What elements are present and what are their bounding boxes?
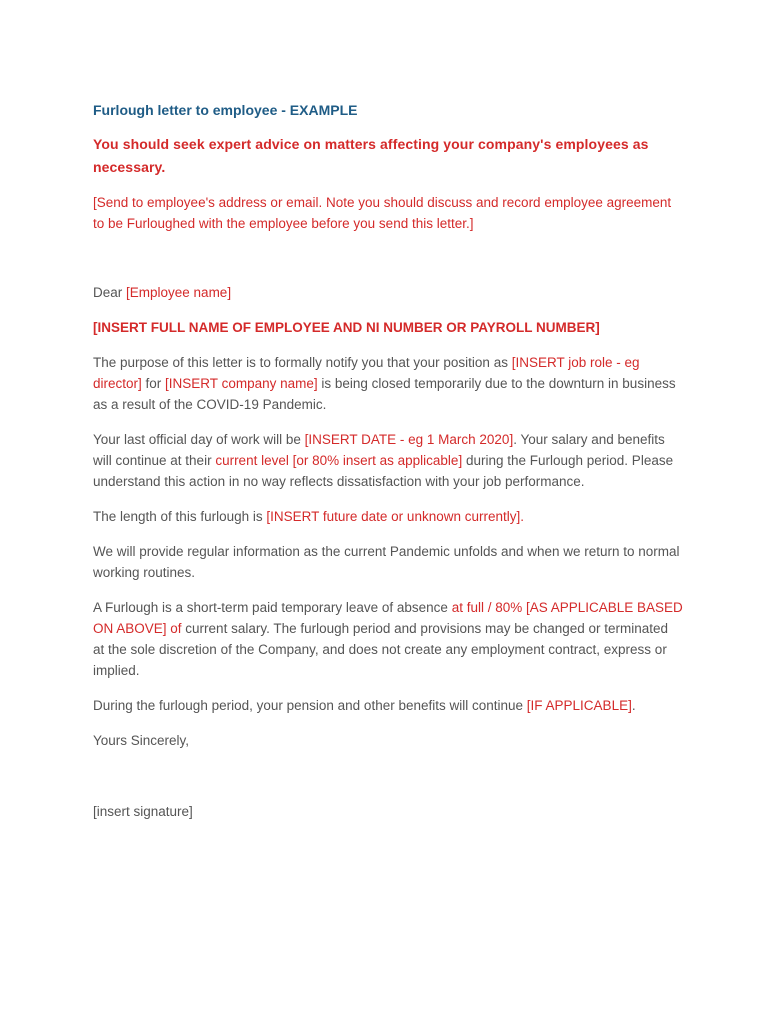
para6-text-2: . bbox=[631, 698, 636, 713]
paragraph-benefits bbox=[93, 695, 683, 716]
greeting bbox=[93, 282, 683, 303]
salary-percent-placeholder: at full / 80% [AS APPLICABLE BASED ON ABOVE] of bbox=[93, 600, 683, 636]
paragraph-purpose bbox=[93, 352, 683, 415]
date-placeholder: [INSERT DATE - eg 1 March 2020] bbox=[304, 432, 514, 447]
advice-warning: You should seek expert advice on matters affecting your company's employees as necessary. bbox=[93, 136, 649, 175]
document-title: Furlough letter to employee - EXAMPLE bbox=[93, 102, 358, 118]
company-name-placeholder: [INSERT company name] bbox=[165, 376, 318, 391]
employee-name-placeholder: [Employee name] bbox=[126, 285, 232, 300]
para2-text-2: . Your salary and benefits will continue at their bbox=[93, 432, 665, 468]
letter-body bbox=[93, 100, 683, 822]
para3-text-2: . bbox=[520, 509, 525, 524]
employee-id-placeholder: [INSERT FULL NAME OF EMPLOYEE AND NI NUMBER OR PAYROLL NUMBER] bbox=[93, 320, 600, 335]
para6-text-1: During the furlough period, your pension and other benefits will continue bbox=[93, 698, 527, 713]
para1-text-2: for bbox=[141, 376, 166, 391]
paragraph-length bbox=[93, 506, 683, 527]
signature-placeholder: [insert signature] bbox=[93, 804, 193, 819]
paragraph-last-day bbox=[93, 429, 683, 492]
para1-text-1: The purpose of this letter is to formally notify you that your position as bbox=[93, 355, 512, 370]
para2-text-3: during the Furlough period. Please understand this action in no way reflects dissatisfaction with your job performance. bbox=[93, 453, 674, 489]
paragraph-information: We will provide regular information as the current Pandemic unfolds and when we return to normal working routines. bbox=[93, 544, 680, 580]
para5-text-1: A Furlough is a short-term paid temporary leave of absence bbox=[93, 600, 452, 615]
sending-note: [Send to employee's address or email. Note you should discuss and record employee agreement to be Furloughed with the employee before you send this letter.] bbox=[93, 195, 672, 231]
greeting-dear: Dear bbox=[93, 285, 127, 300]
para3-text-1: The length of this furlough is bbox=[93, 509, 267, 524]
job-role-placeholder: [INSERT job role - eg director] bbox=[93, 355, 640, 391]
future-date-placeholder: [INSERT future date or unknown currently] bbox=[266, 509, 521, 524]
para5-text-2: current salary. The furlough period and provisions may be changed or terminated at the sole discretion of the Company, and does not create any employment contract, express or implied. bbox=[93, 621, 669, 678]
if-applicable-placeholder: [IF APPLICABLE] bbox=[526, 698, 632, 713]
paragraph-definition bbox=[93, 597, 683, 681]
closing: Yours Sincerely, bbox=[93, 733, 190, 748]
para2-text-1: Your last official day of work will be bbox=[93, 432, 305, 447]
para1-text-3: is being closed temporarily due to the downturn in business as a result of the COVID-19 Pandemic. bbox=[93, 376, 676, 412]
salary-level-placeholder: current level [or 80% insert as applicable] bbox=[215, 453, 463, 468]
